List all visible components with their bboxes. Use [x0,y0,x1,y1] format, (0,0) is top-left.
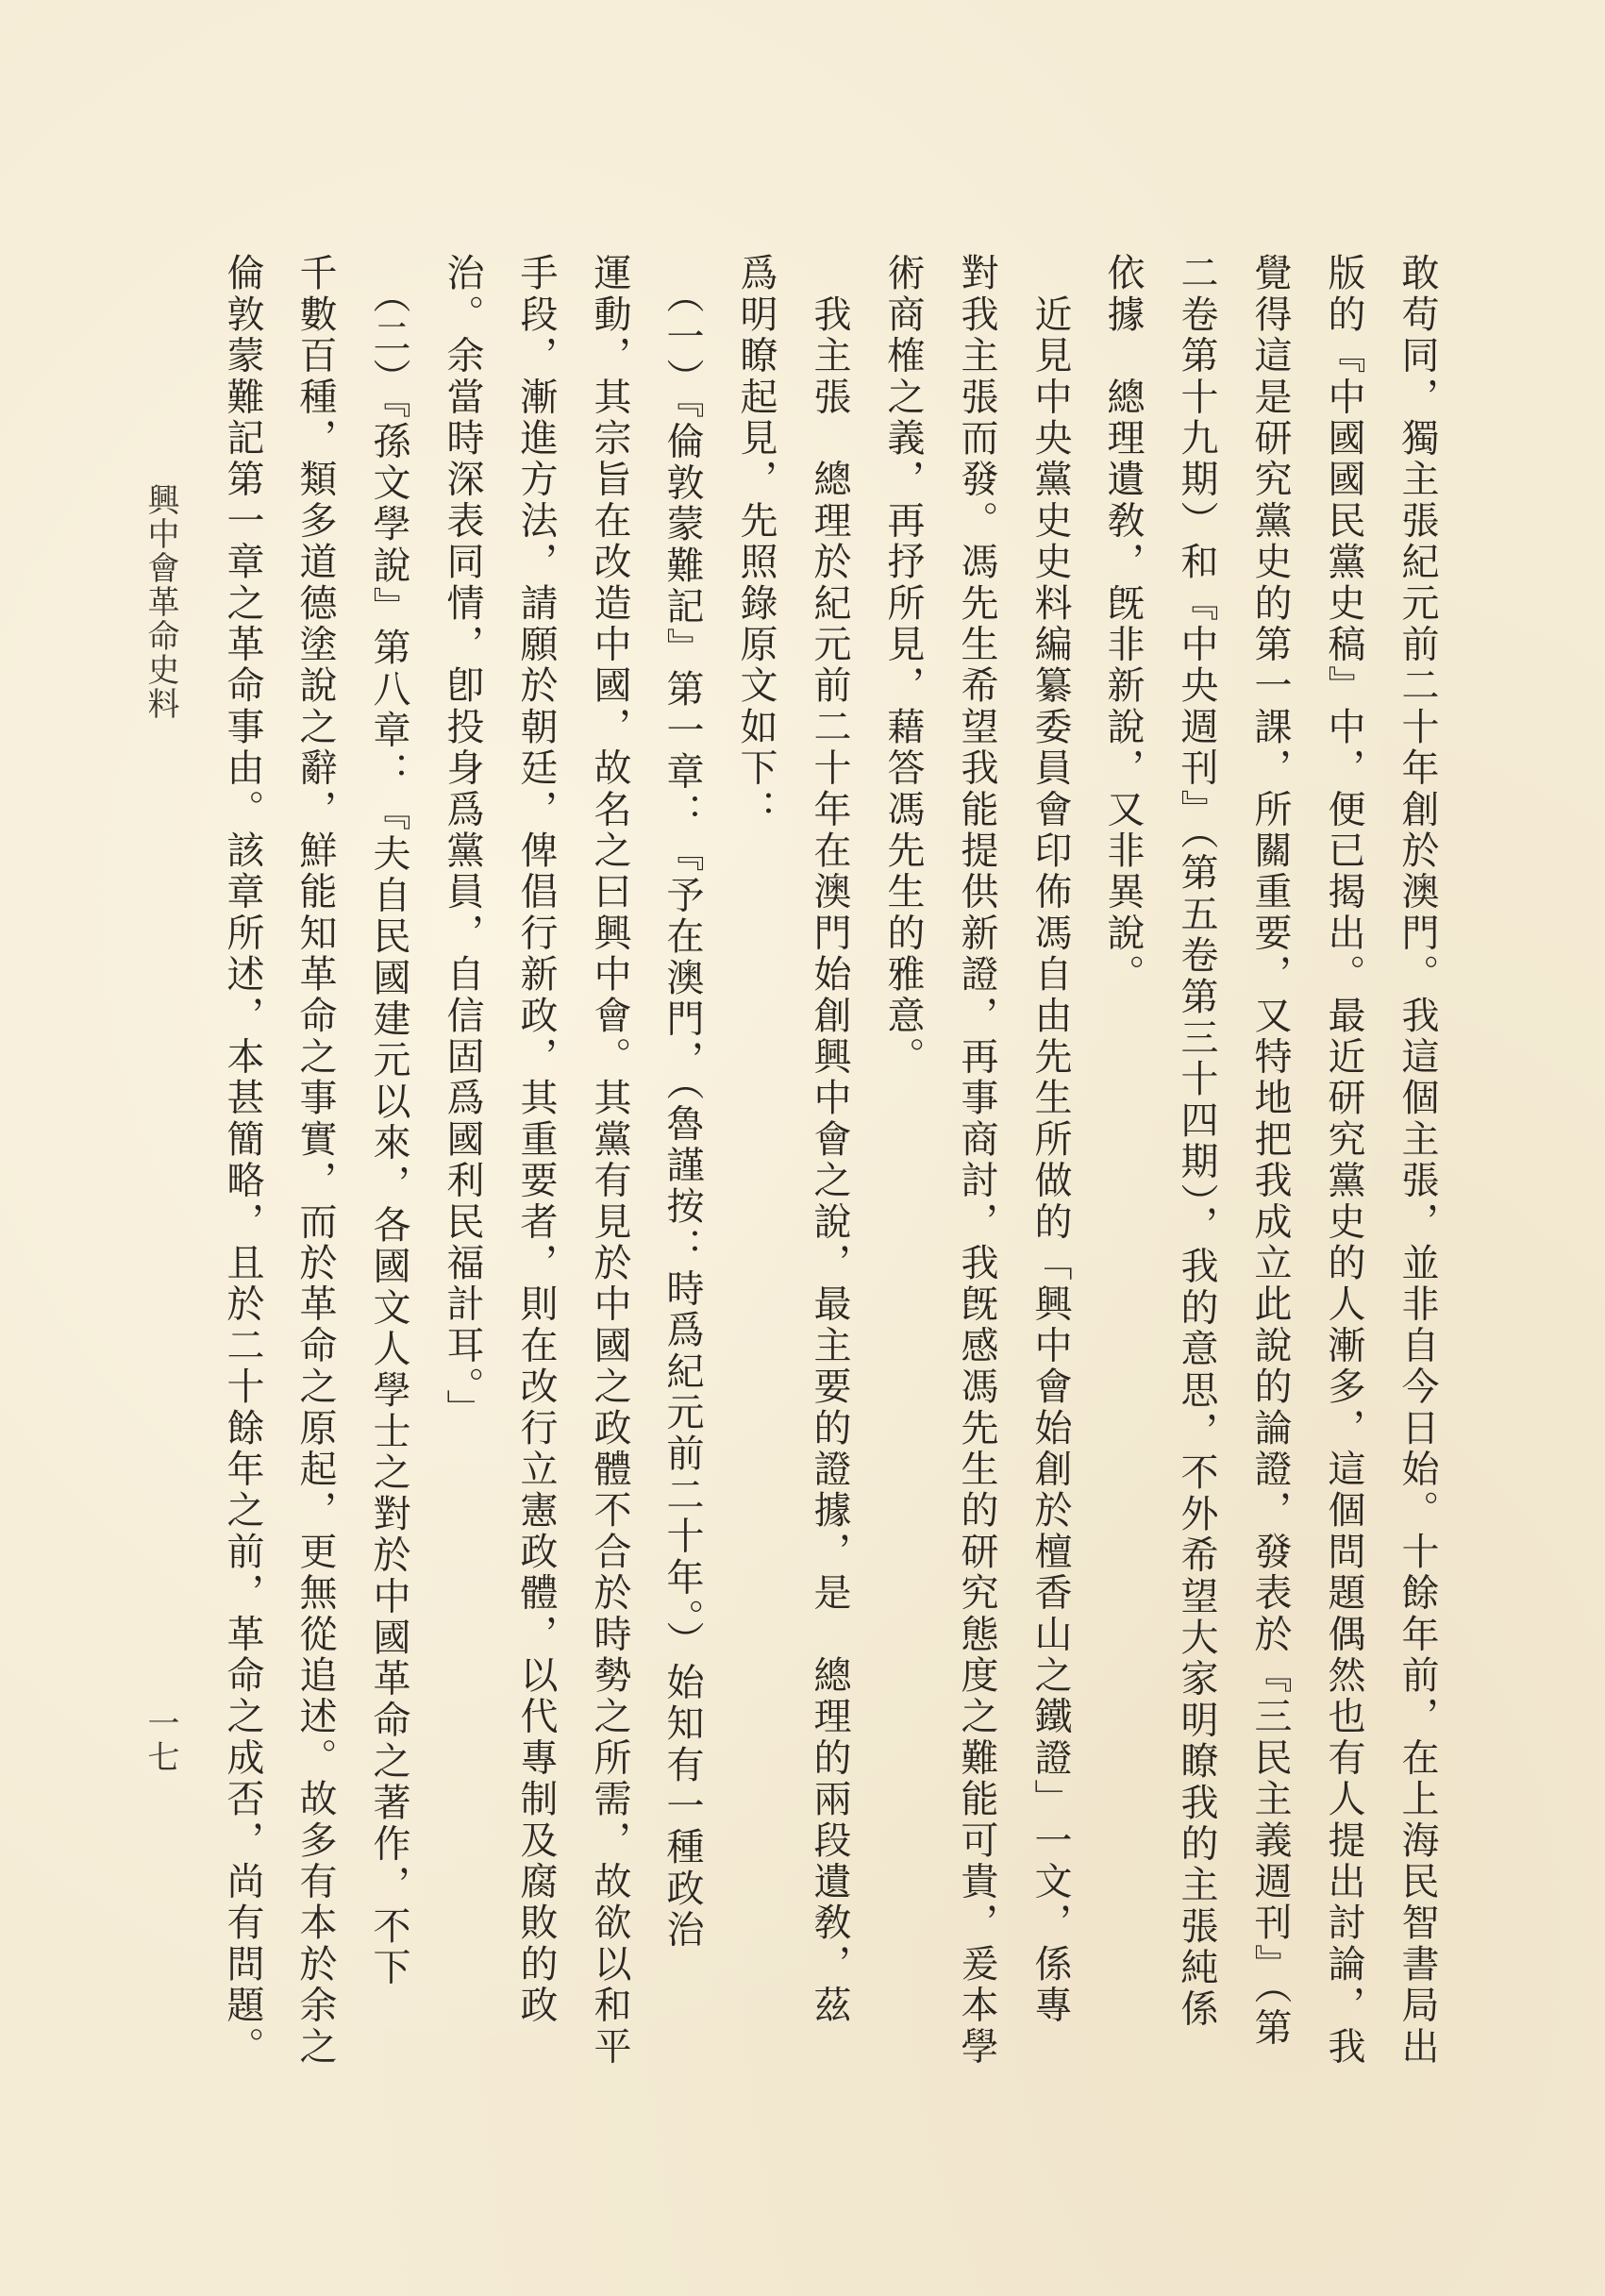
text-column-4: 二卷第十九期）和『中央週刊』（第五卷第三十四期），我的意思，不外希望大家明瞭我的主張純係 [1175,253,1218,2030]
text-column-17: 倫敦蒙難記第一章之革命事由。該章所述，本甚簡略，且於二十餘年之前，革命之成否，尚有問題。 [221,253,264,2068]
text-column-11: （一）『倫敦蒙難記』第一章：『予在澳門，（魯謹按：時爲紀元前二十年。）始知有一種政治 [660,253,704,1952]
text-column-13: 手段，漸進方法，請願於朝廷，俾倡行新政，其重要者，則在改行立憲政體，以代專制及腐敗的政 [514,253,558,2027]
text-column-5: 依據 總理遺敎，旣非新說，又非異說。 [1101,253,1145,996]
text-column-1: 敢苟同，獨主張紀元前二十年創於澳門。我這個主張，並非自今日始。十餘年前，在上海民智書局出 [1396,253,1439,2068]
text-column-14: 治。余當時深表同情，卽投身爲黨員，自信固爲國利民福計耳。」 [441,253,484,1431]
text-column-12: 運動，其宗旨在改造中國，故名之曰興中會。其黨有見於中國之政體不合於時勢之所需，故欲以和平 [588,253,631,2068]
text-column-2: 版的『中國國民黨史稿』中，便已揭出。最近研究黨史的人漸多，這個問題偶然也有人提出討論，我 [1322,253,1365,2068]
text-column-15: （二）『孫文學說』第八章：『夫自民國建元以來，各國文人學士之對於中國革命之著作，不下 [367,253,410,1989]
text-column-3: 覺得這是研究黨史的第一課，所關重要，又特地把我成立此說的論證，發表於『三民主義週刊』（第 [1248,253,1292,2049]
text-column-7: 對我主張而發。馮先生希望我能提供新證，再事商討，我旣感馮先生的研究態度之難能可貴，爰本學 [955,253,998,2068]
text-column-9: 我主張 總理於紀元前二十年在澳門始創興中會之說，最主要的證據，是 總理的兩段遺敎，茲 [808,253,851,2027]
text-column-16: 千數百種，類多道德塗說之辭，鮮能知革命之事實，而於革命之原起，更無從追述。故多有本於余之 [293,253,337,2068]
text-column-6: 近見中央黨史史料編纂委員會印佈馮自由先生所做的「興中會始創於檀香山之鐵證」一文，係專 [1028,253,1072,2027]
page-number: 一七 [142,1706,179,1774]
running-title: 興中會革命史料 [142,483,179,721]
text-column-10: 爲明瞭起見，先照錄原文如下： [734,253,777,830]
text-column-8: 術商榷之義，再抒所見，藉答馮先生的雅意。 [881,253,925,1078]
